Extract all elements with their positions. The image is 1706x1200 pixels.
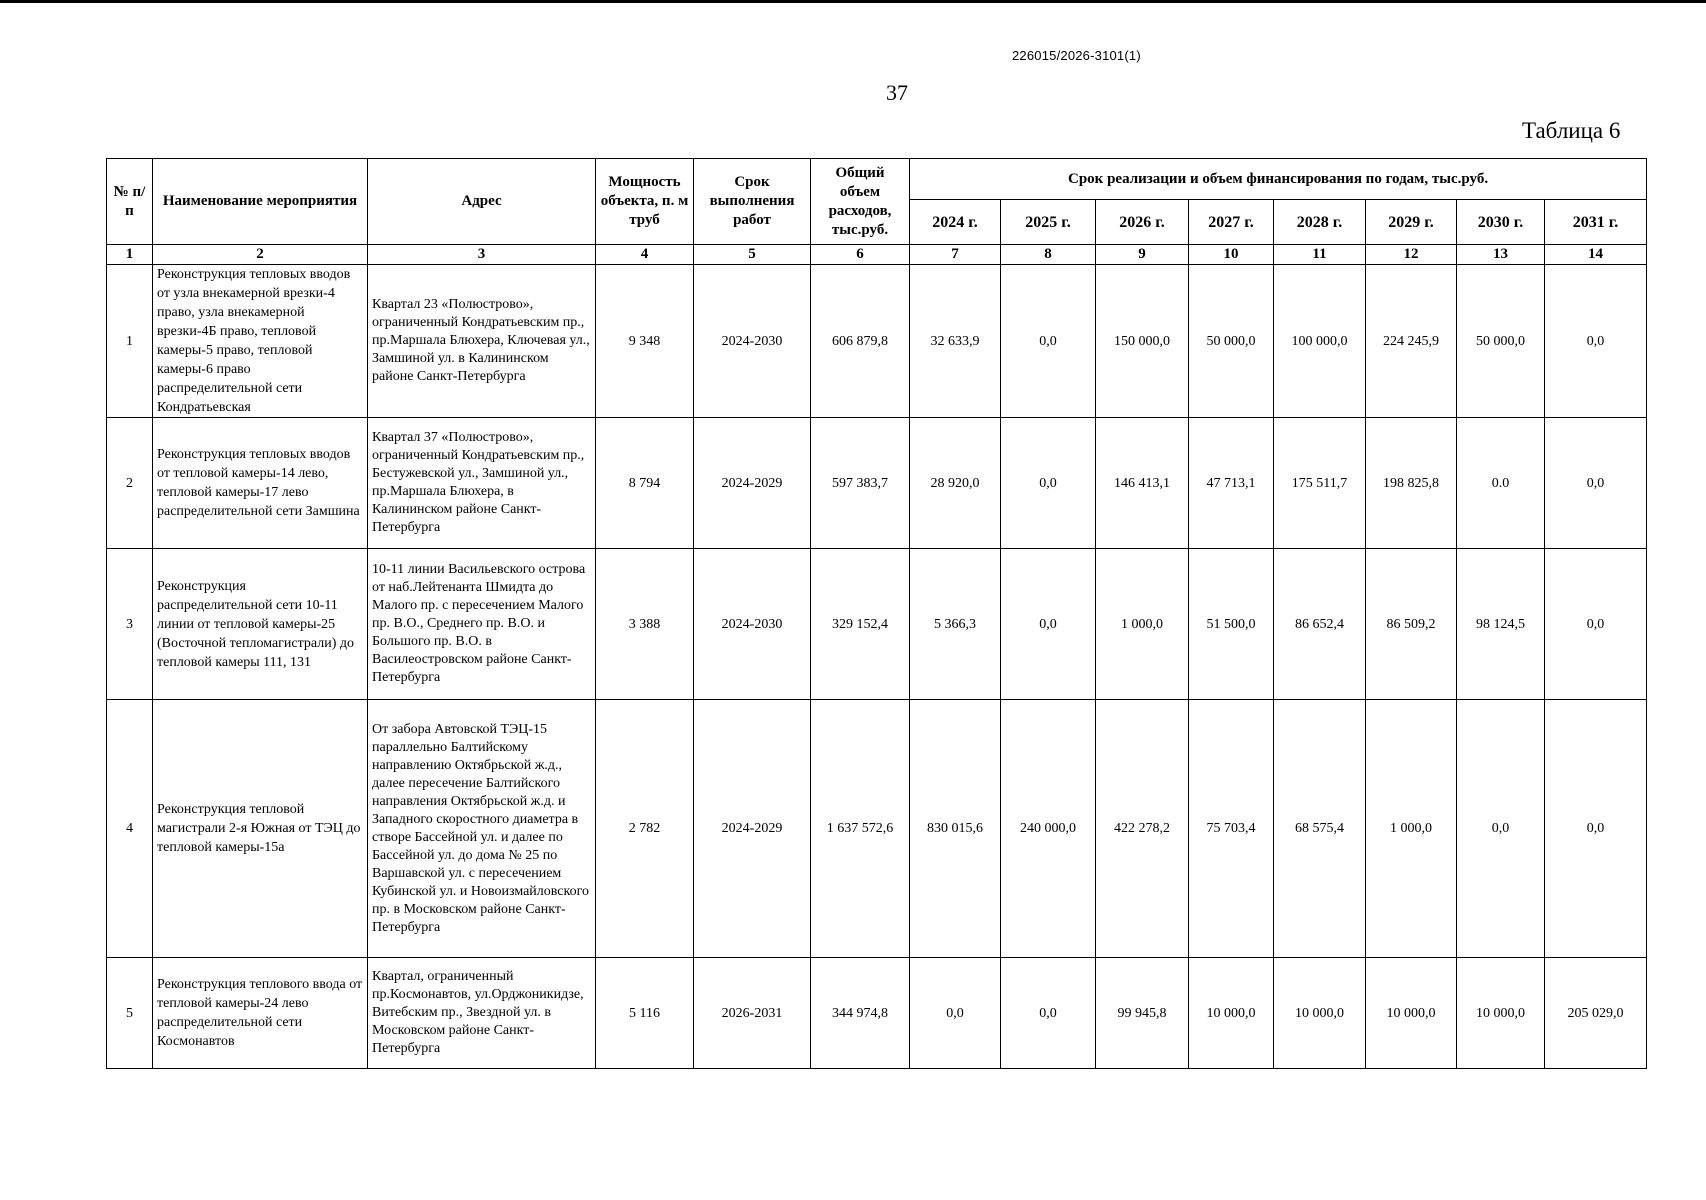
- row-year-value: 51 500,0: [1189, 549, 1274, 700]
- row-year-value: 10 000,0: [1366, 958, 1457, 1069]
- row-year-value: 830 015,6: [910, 700, 1001, 958]
- row-year-value: 0,0: [1001, 958, 1096, 1069]
- row-year-value: 32 633,9: [910, 265, 1001, 418]
- column-number: 4: [596, 245, 694, 265]
- top-border: [0, 0, 1706, 3]
- header-years-group: Срок реализации и объем финансирования по годам, тыс.руб.: [910, 159, 1647, 200]
- header-year: 2029 г.: [1366, 200, 1457, 245]
- row-year-value: 68 575,4: [1274, 700, 1366, 958]
- column-number: 12: [1366, 245, 1457, 265]
- row-year-value: 98 124,5: [1457, 549, 1545, 700]
- row-year-value: 0,0: [910, 958, 1001, 1069]
- row-number: 4: [107, 700, 153, 958]
- header-num: № п/п: [107, 159, 153, 245]
- row-year-value: 50 000,0: [1457, 265, 1545, 418]
- table-row: [107, 700, 1647, 958]
- row-year-value: 100 000,0: [1274, 265, 1366, 418]
- row-total: 1 637 572,6: [811, 700, 910, 958]
- row-year-value: 0,0: [1545, 700, 1647, 958]
- row-year-value: 205 029,0: [1545, 958, 1647, 1069]
- header-name: Наименование мероприятия: [153, 159, 368, 245]
- row-capacity: 8 794: [596, 418, 694, 549]
- row-year-value: 422 278,2: [1096, 700, 1189, 958]
- column-number: 7: [910, 245, 1001, 265]
- row-year-value: 10 000,0: [1457, 958, 1545, 1069]
- row-number: 3: [107, 549, 153, 700]
- table-row: [107, 265, 1647, 418]
- row-year-value: 198 825,8: [1366, 418, 1457, 549]
- column-number: 2: [153, 245, 368, 265]
- row-name: Реконструкция тепловых вводов от узла внекамерной врезки-4 право, узла внекамерной врезки-4Б право, тепловой камеры-5 право, тепловой камеры-6 право распределительной сети Кондратьевская: [153, 265, 368, 418]
- column-number: 13: [1457, 245, 1545, 265]
- row-name: Реконструкция тепловой магистрали 2-я Южная от ТЭЦ до тепловой камеры-15а: [153, 700, 368, 958]
- column-number: 8: [1001, 245, 1096, 265]
- header-term: Срок выполнения работ: [694, 159, 811, 245]
- row-year-value: 99 945,8: [1096, 958, 1189, 1069]
- header-year: 2026 г.: [1096, 200, 1189, 245]
- column-number: 11: [1274, 245, 1366, 265]
- column-number: 5: [694, 245, 811, 265]
- row-capacity: 3 388: [596, 549, 694, 700]
- row-name: Реконструкция тепловых вводов от тепловой камеры-14 лево, тепловой камеры-17 лево распределительной сети Замшина: [153, 418, 368, 549]
- row-address: Квартал 37 «Полюстрово», ограниченный Кондратьевским пр., Бестужевской ул., Замшиной ул., пр.Маршала Блюхера, в Калининском районе Санкт-Петербурга: [368, 418, 596, 549]
- row-year-value: 1 000,0: [1096, 549, 1189, 700]
- row-address: 10-11 линии Васильевского острова от наб.Лейтенанта Шмидта до Малого пр. с пересечением Малого пр. В.О., Среднего пр. В.О. и Большого пр. В.О. в Василеостровском районе Санкт-Петербурга: [368, 549, 596, 700]
- row-year-value: 10 000,0: [1274, 958, 1366, 1069]
- page-number: 37: [886, 80, 908, 105]
- financing-table: [106, 158, 1647, 1069]
- row-year-value: 0,0: [1001, 549, 1096, 700]
- row-year-value: 28 920,0: [910, 418, 1001, 549]
- row-address: Квартал, ограниченный пр.Космонавтов, ул.Орджоникидзе, Витебским пр., Звездной ул. в Московском районе Санкт-Петербурга: [368, 958, 596, 1069]
- header-capacity: Мощность объекта, п. м труб: [596, 159, 694, 245]
- row-total: 329 152,4: [811, 549, 910, 700]
- row-term: 2024-2030: [694, 549, 811, 700]
- row-total: 606 879,8: [811, 265, 910, 418]
- table-row: [107, 958, 1647, 1069]
- row-year-value: 0,0: [1545, 265, 1647, 418]
- column-number: 1: [107, 245, 153, 265]
- row-capacity: 5 116: [596, 958, 694, 1069]
- row-capacity: 2 782: [596, 700, 694, 958]
- row-total: 597 383,7: [811, 418, 910, 549]
- row-number: 1: [107, 265, 153, 418]
- table-row: [107, 549, 1647, 700]
- table-row: [107, 418, 1647, 549]
- row-total: 344 974,8: [811, 958, 910, 1069]
- header-year: 2028 г.: [1274, 200, 1366, 245]
- row-year-value: 47 713,1: [1189, 418, 1274, 549]
- row-year-value: 146 413,1: [1096, 418, 1189, 549]
- column-number: 6: [811, 245, 910, 265]
- row-year-value: 224 245,9: [1366, 265, 1457, 418]
- row-term: 2026-2031: [694, 958, 811, 1069]
- row-address: От забора Автовской ТЭЦ-15 параллельно Балтийскому направлению Октябрьской ж.д., далее пересечение Балтийского направления Октябрьской ж.д. и Западного скоростного диаметра в створе Бассейной ул. и далее по Бассейной ул. до дома № 25 по Варшавской ул. с пересечением Кубинской ул. и Новоизмайловского пр. в Московском районе Санкт-Петербурга: [368, 700, 596, 958]
- row-number: 5: [107, 958, 153, 1069]
- row-capacity: 9 348: [596, 265, 694, 418]
- row-year-value: 240 000,0: [1001, 700, 1096, 958]
- row-year-value: 150 000,0: [1096, 265, 1189, 418]
- table-caption: Таблица 6: [1522, 118, 1621, 143]
- column-number: 3: [368, 245, 596, 265]
- row-year-value: 75 703,4: [1189, 700, 1274, 958]
- row-name: Реконструкция распределительной сети 10-11 линии от тепловой камеры-25 (Восточной тепломагистрали) до тепловой камеры 111, 131: [153, 549, 368, 700]
- row-year-value: 86 652,4: [1274, 549, 1366, 700]
- row-year-value: 10 000,0: [1189, 958, 1274, 1069]
- header-year: 2031 г.: [1545, 200, 1647, 245]
- header-address: Адрес: [368, 159, 596, 245]
- row-year-value: 0,0: [1545, 418, 1647, 549]
- header-year: 2030 г.: [1457, 200, 1545, 245]
- row-year-value: 0.0: [1457, 418, 1545, 549]
- row-year-value: 1 000,0: [1366, 700, 1457, 958]
- row-year-value: 5 366,3: [910, 549, 1001, 700]
- header-year: 2027 г.: [1189, 200, 1274, 245]
- column-number: 10: [1189, 245, 1274, 265]
- row-year-value: 0,0: [1457, 700, 1545, 958]
- column-number: 14: [1545, 245, 1647, 265]
- row-term: 2024-2029: [694, 700, 811, 958]
- row-address: Квартал 23 «Полюстрово», ограниченный Кондратьевским пр., пр.Маршала Блюхера, Ключевая ул., Замшиной ул. в Калининском районе Санкт-Петербурга: [368, 265, 596, 418]
- row-term: 2024-2029: [694, 418, 811, 549]
- row-year-value: 0,0: [1545, 549, 1647, 700]
- header-year: 2025 г.: [1001, 200, 1096, 245]
- row-number: 2: [107, 418, 153, 549]
- row-name: Реконструкция теплового ввода от тепловой камеры-24 лево распределительной сети Космонавтов: [153, 958, 368, 1069]
- header-year: 2024 г.: [910, 200, 1001, 245]
- header-total: Общий объем расходов, тыс.руб.: [811, 159, 910, 245]
- row-year-value: 0,0: [1001, 265, 1096, 418]
- column-number: 9: [1096, 245, 1189, 265]
- row-year-value: 86 509,2: [1366, 549, 1457, 700]
- row-year-value: 50 000,0: [1189, 265, 1274, 418]
- column-number-row: [107, 245, 1647, 265]
- row-year-value: 175 511,7: [1274, 418, 1366, 549]
- document-id: 226015/2026-3101(1): [1012, 48, 1141, 63]
- row-year-value: 0,0: [1001, 418, 1096, 549]
- row-term: 2024-2030: [694, 265, 811, 418]
